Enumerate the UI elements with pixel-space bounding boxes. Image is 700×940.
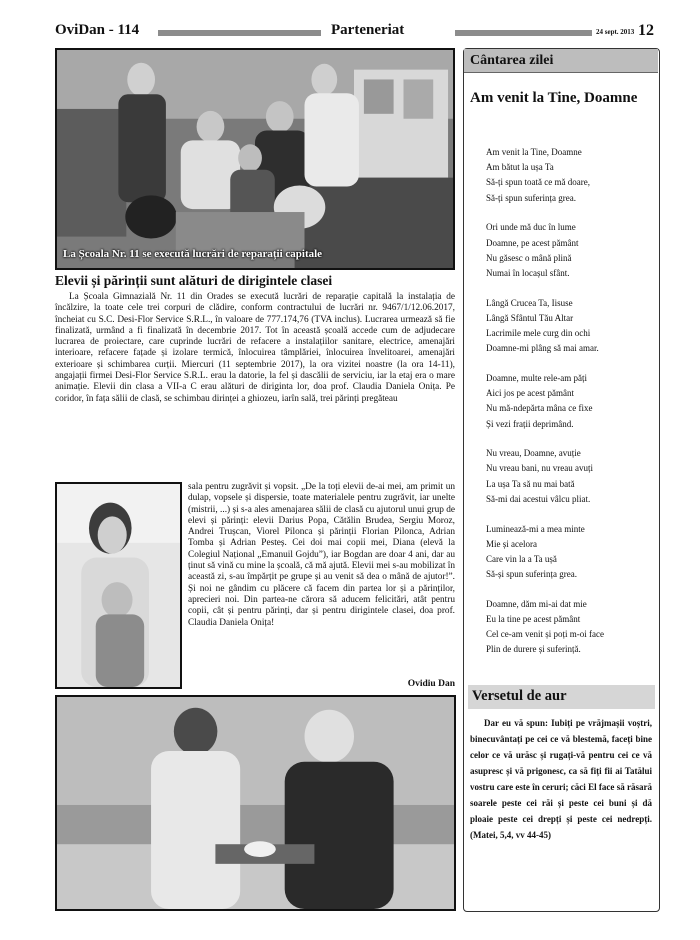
poem-line: Doamne, pe acest pământ [486,237,579,248]
poem-line: Nu găsesc o mână plină [486,252,572,263]
article-body-part2: sala pentru zugrăvit și vopsit. „De la toți elevii de-ai mei, am primit un dulap, vopsele și dispersie, toate materialele pentru zugrăvit, iar unelte (mistrii, ...) și s-a ales amenajarea sălii de clasă cu ajutorul unui grup de elevi și părinți: elevii Darius Popa, Cătălin Brudea, Sergiu Moroz, Andrei Trușcan, Viorel Pilonca și părinții Florian Pilonca, Adrian Tomba și Adrian Pesteș. Cei doi mai copii mei, Diana (elevă la Colegiul Național „Emanuil Gojdu”), iar Bogdan are doar 4 ani, dar au ținut să vină cu mine la școală, că mă ajută. Elevii mei s-au mobilizat în această zi, s-au împărțit pe grupe și au venit să dea o mână de ajutor!”. Și noi ne gândim cu plăcere că facem din partea lor și a părinților, aprecieri noi. Din partea-ne cărora să aducem felicitări, atât pentru copii, cât și pentru părinți, dar și pentru dirigintele clasei, doa prof. Claudia Daniela Onița! [188,482,455,628]
poem-line: Plin de durere și suferință. [486,644,581,655]
teacher-and-child-image [57,484,180,687]
poem-line: Să-și spun suferința grea. [486,569,577,580]
poem-stanza [486,371,656,432]
poem-stanza [486,145,656,206]
teacher-and-child-photo [55,482,182,689]
poem-line: Ori unde mă duc în lume [486,222,576,233]
poem-stanza [486,220,656,281]
publication-name: OviDan - 114 [55,22,140,38]
poem-line: Luminează-mi a mea minte [486,523,585,534]
classroom-photo [55,48,455,270]
poem-line: Care vin la a Ta ușă [486,553,557,564]
poem-line: Și vezi frații deprimând. [486,418,574,429]
poem-line: Numai în locașul sfânt. [486,267,570,278]
poem-line: Nu mă-ndepărta mâna ce fixe [486,403,593,414]
poem-stanza [486,296,656,357]
poem-stanza [486,522,656,583]
golden-verse-text: Dar eu vă spun: Iubiți pe vrăjmașii voștri, binecuvântați pe cei ce vă blestemă, faceți bine celor ce vă urăsc și rugați-vă pentru cei ce vă asupresc și vă prigonesc, ca să fiți fii ai Tatălui vostru care este în ceruri; căci El face să răsară soarele peste cei răi și peste cei buni și dă ploaie peste cei drepți și peste cei nedrepți. (Matei, 5,4, vv 44-45) [470,718,652,840]
poem-line: Lacrimile mele curg din ochi [486,328,591,339]
poem-title: Am venit la Tine, Doamne [470,90,638,106]
poem-line: Lângă Crucea Ta, Iisuse [486,297,573,308]
page-header [55,22,660,42]
poem-line: Am venit la Tine, Doamne [486,147,582,157]
golden-verse-heading [468,685,655,709]
header-divider-left [158,30,321,36]
photo-caption: La Școala Nr. 11 se execută lucrări de reparații capitale [63,248,323,260]
article-title: Elevii și părinții sunt alături de dirigintele clasei [55,273,333,288]
song-of-the-day-heading [464,49,658,73]
poem-line: Cel ce-am venit și poți m-oi face [486,629,604,640]
poem-line: Doamne, multe rele-am păți [486,372,587,383]
poem-stanza [486,446,656,507]
poem-line: La ușa Ta să nu mai bată [486,478,575,489]
article-body-part1: La Școala Gimnazială Nr. 11 din Orades se execută lucrări de reparație capitală la instalația de încălzire, la toate cele trei corpuri de clădire, conform contractului de lucrări nr. 9467/1/12.06.2017, încheiat cu S.C. Desi-Flor Service S.R.L., în valoare de 777.174,76 (TVA inclus). Lucrarea urmează să fie finalizată, urmând a fi finalizată în decembrie 2017. Tot în această școală accede cum de adjudecare lucrarea de proiectare, care cuprinde lucrări de refacere a instalațiilor sanitare, electrice, amenajări interioare, refacere fațade și izolare termică, înlocuirea tâmplăriei, înlocuirea învelitoarei, amenajări exterioare și schimbarea curții. Miercuri (11 septembrie 2017), la ora vizitei noastre (la ora 14-11), angajații firmei Desi-Flor Service S.R.L. erau la datorie, la fel și dascălii de serviciu, iar la etaj era o mare animație. Elevii din clasa a VII-a C erau alături de diriginta lor, doa prof. Claudia Daniela Onița. Pe coridor, în fața sălii de clasă, se schimbau dirinței a ghiozeu, iarîn sală, trei părinți pregăteau [55,292,455,404]
poem-line: Aici jos pe acest pământ [486,388,574,399]
poem-line: Doamne-mi plâng să mai amar. [486,343,599,354]
workers-photo-image [57,697,454,909]
header-divider-right [455,30,592,36]
poem-stanza [486,597,656,658]
page-number: 12 [638,22,654,39]
poem-line: Doamne, dăm mi-ai dat mie [486,598,587,609]
article-author: Ovidiu Dan [407,679,455,689]
poem-line: Lângă Sfântul Tău Altar [486,312,574,323]
classroom-photo-image [57,50,453,268]
sidebar [463,48,660,912]
poem-line: Eu la tine pe acest pământ [486,614,581,625]
poem [486,145,656,672]
song-of-the-day-label: Cântarea zilei [470,53,554,68]
issue-date: 24 sept. 2013 [596,28,635,36]
poem-line: Să-ți spun toată ce mă doare, [486,177,590,188]
poem-line: Nu vreau bani, nu vreau avuți [486,463,593,474]
poem-line: Să-ți spun suferința grea. [486,192,576,203]
poem-line: Nu vreau, Doamne, avuție [486,448,581,459]
workers-photo [55,695,456,911]
poem-line: Am bătut la ușa Ta [486,162,554,173]
poem-line: Mie și acelora [486,538,537,549]
section-title: Parteneriat [331,22,405,38]
golden-verse-label: Versetul de aur [472,688,567,704]
poem-line: Să-mi dai acestui vâlcu pliat. [486,493,591,504]
